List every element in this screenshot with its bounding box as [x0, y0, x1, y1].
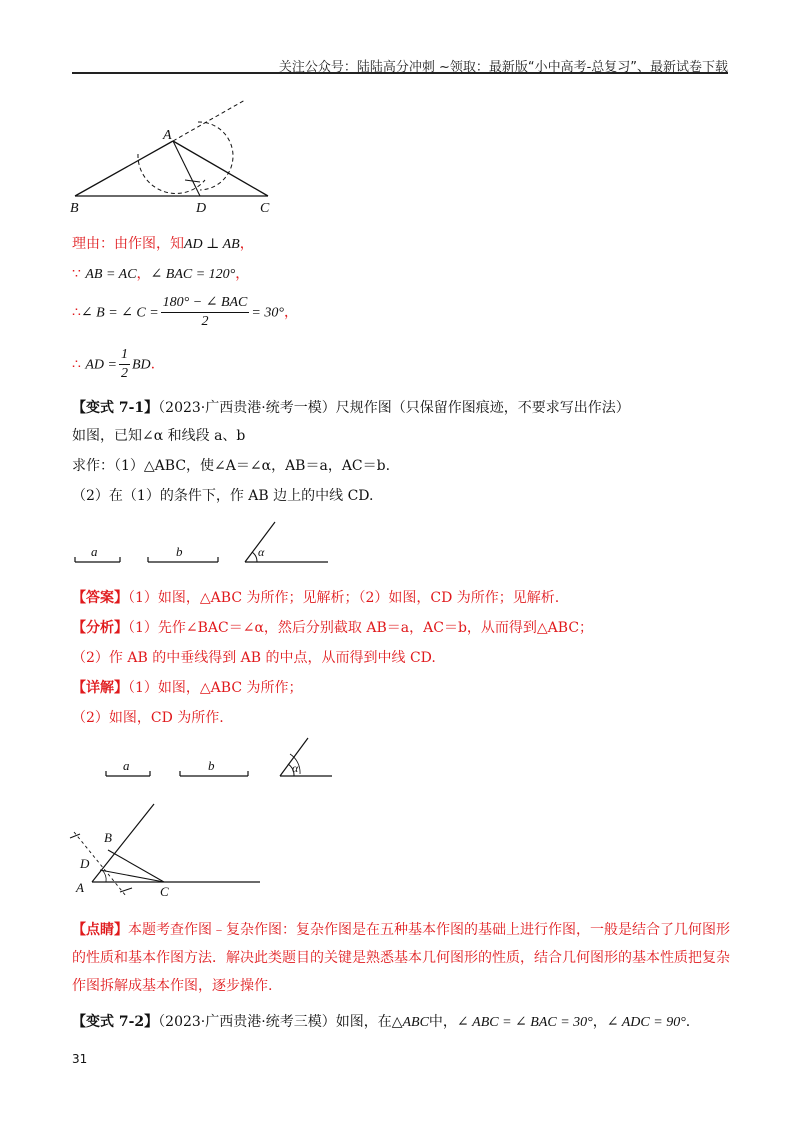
side-ac: [173, 141, 268, 196]
fraction: [119, 346, 130, 383]
because-symbol: ∵: [72, 266, 86, 282]
label-a: A: [163, 128, 172, 143]
label-c: C: [260, 201, 270, 216]
figure-solution-construction: [64, 734, 354, 904]
math-expr: ∠ ABC = ∠ BAC = 30°: [456, 1015, 593, 1030]
variant-tag: 【变式 7-1】: [72, 400, 159, 416]
construction-arc-right: [198, 122, 233, 190]
angle-alpha-label: α: [258, 545, 265, 559]
analysis-text: （1）先作∠BAC＝∠α，然后分别截取 AB＝a，AC＝b，从而得到△ABC；: [128, 620, 594, 636]
variant-title-text: （2023·广西贵港·统考一模）尺规作图（只保留作图痕迹，不要求写出作法）: [158, 400, 630, 416]
reason-line-1: [72, 234, 254, 255]
variant-tag: 【变式 7-2】: [72, 1014, 159, 1030]
page-number: 31: [72, 1052, 88, 1066]
variant-71-task-1: 求作：（1）△ABC，使∠A＝∠α，AB＝a，AC＝b.: [72, 458, 391, 474]
punct: .: [150, 356, 156, 373]
math-expr: BD: [131, 357, 151, 373]
figure-triangle-construction: [60, 92, 300, 222]
detail-text: （1）如图，△ABC 为所作；: [128, 680, 303, 696]
variant-text: 中，: [428, 1014, 457, 1030]
answer-line: [72, 588, 559, 608]
math-expr: = 30°: [251, 305, 284, 321]
label-b: B: [70, 201, 79, 216]
math-expr: ∠ BAC = 120°: [150, 267, 236, 282]
variant-text: （2023·广西贵港·统考三模）如图，在: [158, 1014, 392, 1030]
segment-a-label: a: [91, 544, 98, 559]
math-expr: AB = AC: [85, 267, 137, 282]
punct: ，: [592, 1014, 607, 1030]
fraction-numerator: 1: [119, 346, 130, 365]
analysis-line-2: （2）作 AB 的中垂线得到 AB 的中点，从而得到中线 CD.: [72, 650, 436, 666]
angle-arc: [252, 552, 257, 562]
construction-tick-2: [120, 888, 132, 892]
therefore-symbol: ∴: [72, 304, 81, 321]
analysis-line-1: [72, 618, 593, 638]
construction-arc-large: [138, 154, 205, 193]
comment-tag: 【点睛】: [72, 922, 128, 938]
construction-arc: [102, 870, 106, 882]
page-header: 关注公众号：陆陆高分冲刺 ~领取：最新版“小中高考-总复习”、最新试卷下载: [278, 60, 728, 75]
detail-line-2: （2）如图，CD 为所作.: [72, 710, 224, 726]
reason-line-4: [72, 346, 155, 384]
comment-text: 本题考查作图﹣复杂作图：复杂作图是在五种基本作图的基础上进行作图，一般是结合了几何图形的性质和基本作图方法．解决此类题目的关键是熟悉基本几何图形的性质，结合几何图形的基本性质把复杂作图拆解成基本作图，逐步操作.: [72, 922, 730, 994]
variant-72-line: [72, 1012, 690, 1033]
figure-given-segments: [70, 518, 340, 574]
fraction-numerator: 180° − ∠ BAC: [161, 294, 250, 313]
variant-71-given: 如图，已知∠α 和线段 a、b: [72, 428, 246, 444]
side-ab: [75, 141, 173, 196]
reason-line-3: [72, 294, 298, 332]
detail-line-1: [72, 678, 303, 698]
segment-a-label: a: [123, 758, 130, 773]
punct: ，: [283, 304, 298, 321]
answer-tag: 【答案】: [72, 590, 128, 606]
label-a: A: [76, 880, 84, 895]
math-expr: ∠ ADC = 90°: [606, 1015, 686, 1030]
analysis-tag: 【分析】: [72, 620, 128, 636]
fraction: [161, 294, 250, 331]
therefore-symbol: ∴: [72, 356, 86, 373]
angle-alpha-label: α: [292, 761, 299, 775]
punct: .: [685, 1014, 691, 1030]
label-d: D: [196, 201, 207, 216]
header-rule: [72, 72, 728, 74]
punct: ，: [239, 236, 254, 252]
math-expr: AD ⊥ AB: [184, 237, 240, 252]
label-d: D: [80, 856, 90, 871]
detail-tag: 【详解】: [72, 680, 128, 696]
punct: ，: [136, 266, 151, 282]
variant-71-title: [72, 398, 630, 418]
fraction-denominator: 2: [120, 366, 128, 381]
label-c: C: [160, 884, 169, 899]
variant-71-task-2: （2）在（1）的条件下，作 AB 边上的中线 CD.: [72, 488, 374, 504]
segment-b-label: b: [176, 544, 183, 559]
answer-text: （1）如图，△ABC 为所作；见解析；（2）如图，CD 为所作；见解析.: [128, 590, 560, 606]
math-expr: ∠ B = ∠ C =: [80, 305, 159, 321]
fraction-denominator: 2: [201, 314, 209, 329]
reason-line-2: [72, 264, 249, 285]
math-expr: △ABC: [391, 1015, 429, 1030]
punct: ，: [235, 266, 250, 282]
ray-extension: [173, 100, 245, 141]
segment-b-label: b: [208, 758, 215, 773]
comment-paragraph: [72, 916, 732, 1000]
label-b: B: [104, 830, 112, 845]
reason-text: 理由：由作图，知: [72, 236, 184, 252]
math-expr: AD =: [85, 357, 117, 373]
